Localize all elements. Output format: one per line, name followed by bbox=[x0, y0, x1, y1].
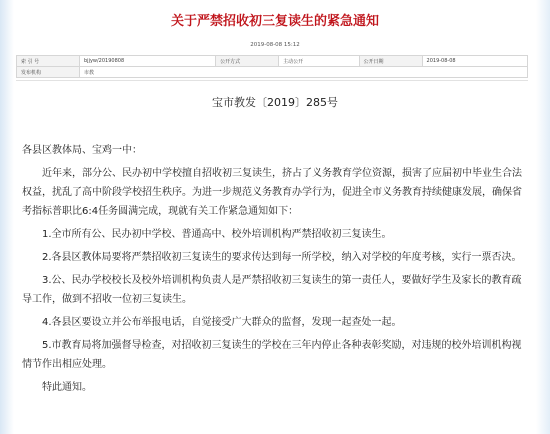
body-paragraph: 2.各县区教体局要将严禁招收初三复读生的要求传达到每一所学校，纳入对学校的年度考核，实行一票否决。 bbox=[42, 252, 522, 263]
body-paragraph: 3.公、民办学校校长及校外培训机构负责人是严禁招收初三复读生的第一责任人，要做好学生及家长的教育疏导工作，做到不招收一位初三复读生。 bbox=[22, 275, 522, 305]
document-number: 宝市教发〔2019〕285号 bbox=[212, 96, 338, 109]
notice-title: 关于严禁招收初三复读生的紧急通知 bbox=[170, 14, 379, 29]
body-paragraph: 5.市教育局将加强督导检查，对招收初三复读生的学校在三年内停止各种表彰奖励，对违规的校外培训机构视情节作出相应处理。 bbox=[22, 340, 522, 370]
issuer-value: 市教 bbox=[80, 67, 528, 78]
disclosure-date-label: 公开日期 bbox=[359, 56, 422, 67]
index-value: bjjyw/20190808 bbox=[80, 56, 216, 67]
metadata-row bbox=[17, 67, 528, 78]
body-paragraph: 4.各县区要设立并公布举报电话，自觉接受广大群众的监督，发现一起查处一起。 bbox=[42, 317, 402, 328]
issuer-label: 发布机构 bbox=[17, 67, 80, 78]
metadata-row bbox=[17, 56, 528, 67]
disclosure-method-label: 公开方式 bbox=[216, 56, 279, 67]
salutation: 各县区教体局、宝鸡一中： bbox=[22, 145, 142, 156]
notice-body bbox=[22, 141, 530, 399]
right-page-shadow bbox=[536, 0, 550, 434]
closing-line: 特此通知。 bbox=[42, 382, 92, 393]
disclosure-method-value: 主动公开 bbox=[279, 56, 359, 67]
disclosure-date-value: 2019-08-08 bbox=[422, 56, 527, 67]
body-paragraph: 近年来，部分公、民办初中学校擅自招收初三复读生，挤占了义务教育学位资源，损害了应届初中毕业生合法权益，扰乱了高中阶段学校招生秩序。为进一步规范义务教育办学行为，促进全市义务教育持续健康发展，确保省考指标普职比6:4任务圆满完成，现就有关工作紧急通知如下： bbox=[22, 168, 522, 217]
body-paragraph: 1.全市所有公、民办初中学校、普通高中、校外培训机构严禁招收初三复读生。 bbox=[42, 229, 392, 240]
metadata-table bbox=[16, 55, 528, 78]
publish-datetime: 2019-08-08 15:12 bbox=[250, 42, 300, 48]
header-divider bbox=[16, 80, 528, 81]
index-label: 索 引 号 bbox=[17, 56, 80, 67]
left-page-shadow bbox=[0, 0, 14, 434]
